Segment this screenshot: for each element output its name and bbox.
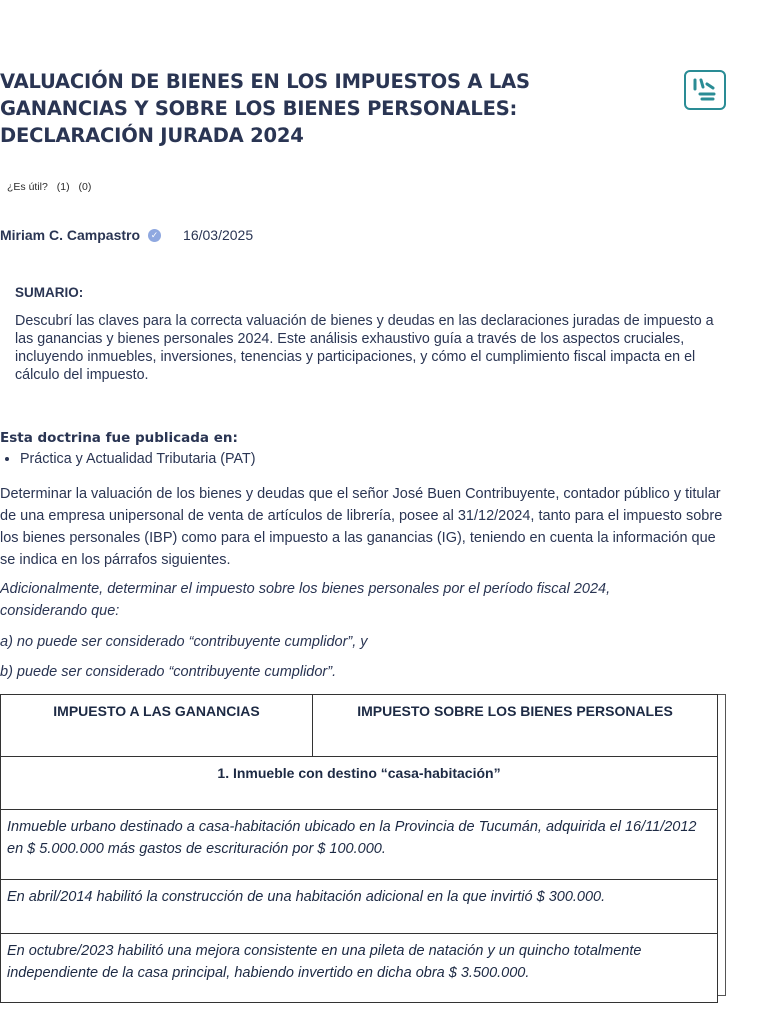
brand-logo-icon[interactable] [684,70,726,110]
table-cell: En octubre/2023 habilitó una mejora consistente en una pileta de natación y un quincho totalmente independiente de la casa principal, habiendo invertido en dicha obra $ 3.500.000. [1,934,718,1003]
body-paragraph-italic: Adicionalmente, determinar el impuesto sobre los bienes personales por el período fiscal 2024, considerando que: [0,581,611,619]
table-scroll-rail [718,694,726,996]
author-name[interactable]: Miriam C. Campastro [0,227,141,243]
useful-no-button[interactable]: (0) [78,181,92,193]
useful-label: ¿Es útil? [7,181,48,193]
table-cell: Inmueble urbano destinado a casa-habitación ubicado en la Provincia de Tucumán, adquirida el 16/11/2012 en $ 5.000.000 más gastos de escrituración por $ 100.000. [1,810,718,880]
usefulness-rating [7,181,97,193]
summary-text: Descubrí las claves para la correcta valuación de bienes y deudas en las declaraciones juradas de impuesto a las ganancias y bienes personales 2024. Este análisis exhaustivo guía a través de los aspectos cruciales, incluyendo inmuebles, inversiones, tenencias y participaciones, y cómo el cumplimiento fiscal impacta en el cálculo del impuesto. [15,313,714,383]
verified-check-icon: ✓ [148,229,161,242]
publication-item[interactable]: • Práctica y Actualidad Tributaria (PAT) [20,451,255,467]
table-section-title: 1. Inmueble con destino “casa-habitación” [1,757,718,810]
publication-list [0,451,255,467]
valuation-table [0,694,718,1003]
author-row [0,227,253,243]
body-option-a: a) no puede ser considerado “contribuyente cumplidor”, y [0,634,368,650]
table-section-row [1,757,718,810]
table-row [1,934,718,1003]
body-paragraph: Determinar la valuación de los bienes y deudas que el señor José Buen Contribuyente, contador público y titular de una empresa unipersonal de venta de artículos de librería, posee al 31/12/2024, tanto para el impuesto sobre los bienes personales (IBP) como para el impuesto a las ganancias (IG), teniendo en cuenta la información que se indica en los párrafos siguientes. [0,486,723,568]
table-header-row [1,695,718,757]
publication-label: Esta doctrina fue publicada en: [0,430,238,446]
table-cell: En abril/2014 habilitó la construcción de una habitación adicional en la que invirtió $ 300.000. [1,880,718,934]
table-row [1,880,718,934]
publish-date: 16/03/2025 [183,227,254,243]
body-option-b: b) puede ser considerado “contribuyente cumplidor”. [0,664,337,680]
table-header-ibp: IMPUESTO SOBRE LOS BIENES PERSONALES [313,695,718,757]
summary-title: SUMARIO: [15,285,84,300]
table-header-ig: IMPUESTO A LAS GANANCIAS [1,695,313,757]
article-title: VALUACIÓN DE BIENES EN LOS IMPUESTOS A LAS GANANCIAS Y SOBRE LOS BIENES PERSONALES: DECLARACIÓN JURADA 2024 [0,70,530,147]
table-row [1,810,718,880]
useful-yes-button[interactable]: (1) [56,181,70,193]
